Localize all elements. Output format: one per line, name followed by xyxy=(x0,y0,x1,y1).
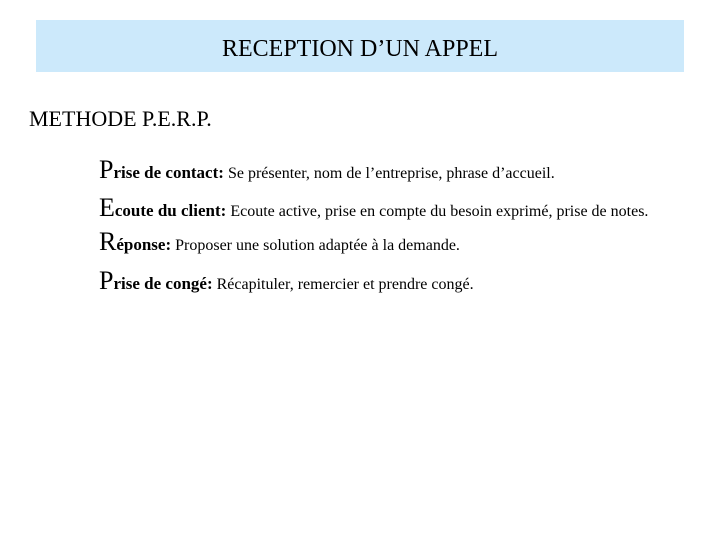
step-term: rise de contact: xyxy=(113,163,224,182)
method-subtitle: METHODE P.E.R.P. xyxy=(29,106,212,131)
step-initial: P xyxy=(99,155,114,184)
step-term: coute du client: xyxy=(114,201,227,221)
step-term: rise de congé: xyxy=(113,273,213,293)
step-initial: P xyxy=(99,265,114,295)
step-term: éponse: xyxy=(116,235,172,255)
title-banner xyxy=(36,20,684,72)
page-title: RECEPTION D’UN APPEL xyxy=(221,36,498,62)
step-initial: E xyxy=(99,193,115,223)
step-reponse xyxy=(99,226,684,257)
step-ecoute-du-client xyxy=(99,192,684,223)
step-description: Se présenter, nom de l’entreprise, phrase d’accueil. xyxy=(227,165,555,182)
method-steps-list xyxy=(99,154,684,303)
step-prise-de-conge xyxy=(99,265,684,296)
step-description: Proposer une solution adaptée à la demande. xyxy=(175,237,460,255)
step-description: Récapituler, remercier et prendre congé. xyxy=(216,275,474,293)
step-prise-de-contact xyxy=(99,154,684,185)
step-initial: R xyxy=(99,227,117,257)
step-description: Ecoute active, prise en compte du besoin exprimé, prise de notes. xyxy=(230,203,649,221)
